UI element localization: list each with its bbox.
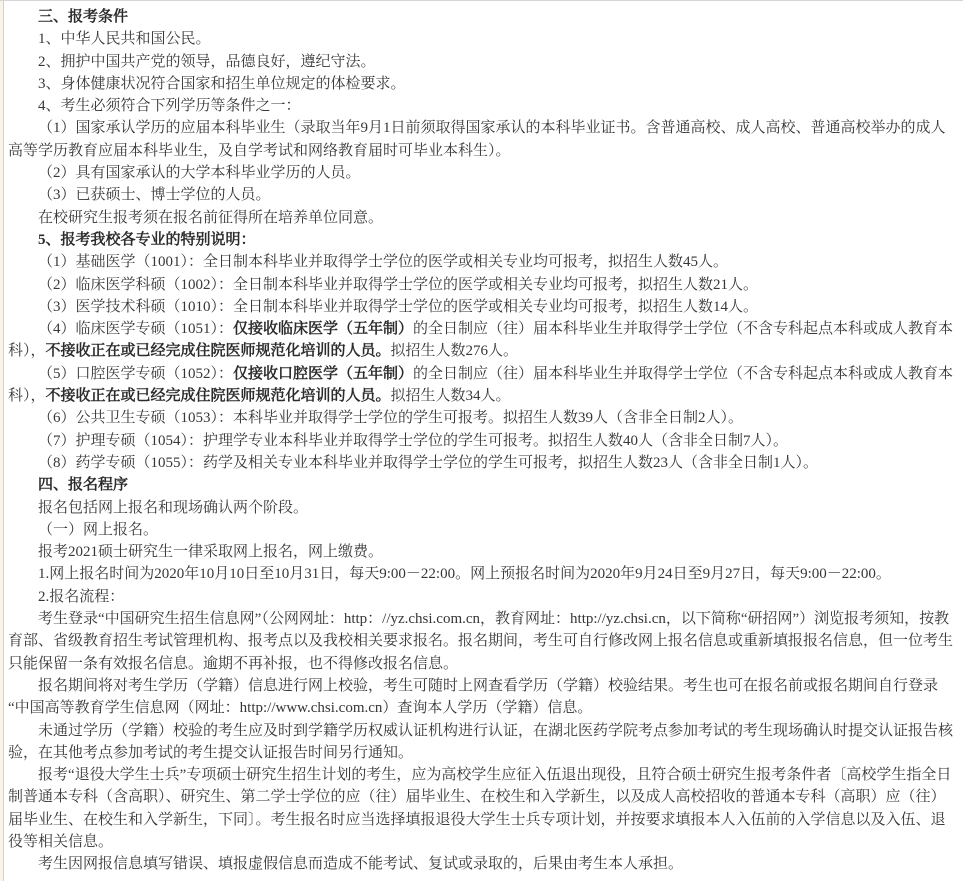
- text-run: 1、中华人民共和国公民。: [38, 31, 211, 48]
- paragraph: [8, 117, 955, 162]
- text-run: 4、考生必须符合下列学历等条件之一：: [38, 98, 301, 115]
- paragraph: [8, 452, 955, 474]
- text-run: 1.网上报名时间为2020年10月10日至10月31日，每天9:00－22:00。网上预报名时间为2020年9月24日至9月27日，每天9:00－22:00。: [38, 566, 891, 583]
- paragraph: [8, 162, 955, 184]
- paragraph: [8, 853, 955, 875]
- paragraph: [8, 274, 955, 296]
- paragraph: [8, 563, 955, 585]
- text-run: （1）国家承认学历的应届本科毕业生（录取当年9月1日前须取得国家承认的本科毕业证书。含普通高校、成人高校、普通高校举办的成人高等学历教育应届本科毕业生，及自学考试和网络教育届时可毕业本科生）。: [8, 120, 946, 159]
- text-run: （2）具有国家承认的大学本科毕业学历的人员。: [38, 165, 361, 182]
- paragraph: [8, 430, 955, 452]
- text-run: 的全日制应（往）届本科毕业生并取得学士学位（不含专科起点本科或成人教育本科），: [8, 321, 954, 360]
- paragraph: [8, 586, 955, 608]
- emphasized-text-run: 仅接收临床医学（五年制）: [233, 321, 414, 338]
- text-run: 报考“退役大学生士兵”专项硕士研究生招生计划的考生，应为高校学生应征入伍退出现役，且符合硕士研究生报考条件者〔高校学生指全日制普通本专科（含高职）、研究生、第二学士学位的应（往）届毕业生、在校生和入学新生，以及成人高校招收的普通本专科（高职）应（往）届毕业生、在校生和入学新生，下同〕。考生报名时应当选择填报退役大学生士兵专项计划，并按要求填报本人入伍前的入学信息以及入伍、退役等相关信息。: [8, 767, 952, 850]
- text-run: （3）医学技术科硕（1010）：全日制本科毕业并取得学士学位的医学或相关专业均可报考，拟招生人数14人。: [38, 298, 759, 315]
- paragraph: [8, 675, 955, 720]
- paragraph: [8, 51, 955, 73]
- paragraph: [8, 407, 955, 429]
- paragraph: [8, 207, 955, 229]
- text-run: （6）公共卫生专硕（1053）：本科毕业并取得学士学位的学生可报考。拟招生人数39人（含非全日制2人）。: [38, 410, 744, 427]
- emphasized-text-run: 三、报考条件: [38, 9, 129, 25]
- emphasized-text-run: 不接收正在或已经完成住院医师规范化培训的人员。: [45, 343, 391, 360]
- text-run: 未通过学历（学籍）校验的考生应及时到学籍学历权威认证机构进行认证，在湖北医药学院考点参加考试的考生现场确认时提交认证报告核验，在其他考点参加考试的考生提交认证报告时间另行通知。: [8, 722, 954, 761]
- text-run: （5）口腔医学专硕（1052）：: [38, 365, 234, 382]
- paragraph: [8, 519, 955, 541]
- text-run: 的全日制应（往）届本科毕业生并取得学士学位（不含专科起点本科或成人教育本科），: [8, 365, 954, 405]
- text-run: （1）基础医学（1001）：全日制本科毕业并取得学士学位的医学或相关专业均可报考，拟招生人数45人。: [38, 254, 729, 271]
- document-body: [4, 1, 963, 881]
- text-run: 在校研究生报考须在报名前征得所在培养单位同意。: [38, 209, 384, 226]
- paragraph: [8, 296, 955, 318]
- text-run: 报名期间将对考生学历（学籍）信息进行网上校验，考生可随时上网查看学历（学籍）校验结果。考生也可在报名前或报名期间自行登录“中国高等教育学生信息网（网址：http://www.chsi.com.cn）查询本人学历（学籍）信息。: [8, 677, 939, 717]
- text-run: 拟招生人数276人。: [390, 343, 519, 360]
- emphasized-text-run: 仅接收口腔医学（五年制）: [233, 365, 414, 382]
- text-run: （4）临床医学专硕（1051）：: [38, 321, 234, 338]
- paragraph: [8, 184, 955, 206]
- text-run: 2、拥护中国共产党的领导，品德良好，遵纪守法。: [38, 53, 376, 70]
- paragraph: [8, 28, 955, 50]
- text-run: （7）护理专硕（1054）：护理学专业本科毕业并取得学士学位的学生可报考。拟招生人数40人（含非全日制7人）。: [38, 432, 789, 449]
- emphasized-text-run: 5、报考我校各专业的特别说明：: [38, 231, 256, 248]
- paragraph: [8, 541, 955, 563]
- emphasized-text-run: 不接收正在或已经完成住院医师规范化培训的人员。: [45, 388, 391, 405]
- paragraph: [8, 251, 955, 273]
- paragraph: [8, 73, 955, 95]
- paragraph: [8, 363, 955, 408]
- text-run: 报考2021硕士研究生一律采取网上报名，网上缴费。: [38, 544, 384, 561]
- paragraph: [8, 497, 955, 519]
- paragraph: [8, 764, 955, 853]
- section-heading: [8, 6, 955, 28]
- emphasized-text-run: 四、报名程序: [38, 477, 129, 494]
- section-heading: [8, 229, 955, 251]
- paragraph: [8, 95, 955, 117]
- text-run: 考生因网报信息填写错误、填报虚假信息而造成不能考试、复试或录取的，后果由考生本人承担。: [38, 856, 684, 873]
- text-run: 考生登录“中国研究生招生信息网”（公网网址：http：//yz.chsi.com.cn，教育网址：http://yz.chsi.cn，以下简称“研招网”）浏览报考须知，按教育部、省级教育招生考试管理机构、报考点以及我校相关要求报名。报名期间，考生可自行修改网上报名信息或重新填报报名信息，但一位考生只能保留一条有效报名信息。逾期不再补报，也不得修改报名信息。: [8, 611, 954, 672]
- text-run: 2.报名流程：: [38, 588, 125, 605]
- text-run: 报名包括网上报名和现场确认两个阶段。: [38, 499, 309, 516]
- text-run: （8）药学专硕（1055）：药学及相关专业本科毕业并取得学士学位的学生可报考，拟招生人数23人（含非全日制1人）。: [38, 454, 819, 471]
- text-run: （3）已获硕士、博士学位的人员。: [38, 187, 271, 204]
- text-run: （一）网上报名。: [38, 521, 159, 538]
- text-run: （2）临床医学科硕（1002）：全日制本科毕业并取得学士学位的医学或相关专业均可报考，拟招生人数21人。: [38, 276, 759, 293]
- section-heading: [8, 474, 955, 496]
- paragraph: [8, 318, 955, 363]
- text-run: 3、身体健康状况符合国家和招生单位规定的体检要求。: [38, 75, 406, 92]
- text-run: 拟招生人数34人。: [390, 388, 511, 405]
- paragraph: [8, 720, 955, 765]
- paragraph: [8, 608, 955, 675]
